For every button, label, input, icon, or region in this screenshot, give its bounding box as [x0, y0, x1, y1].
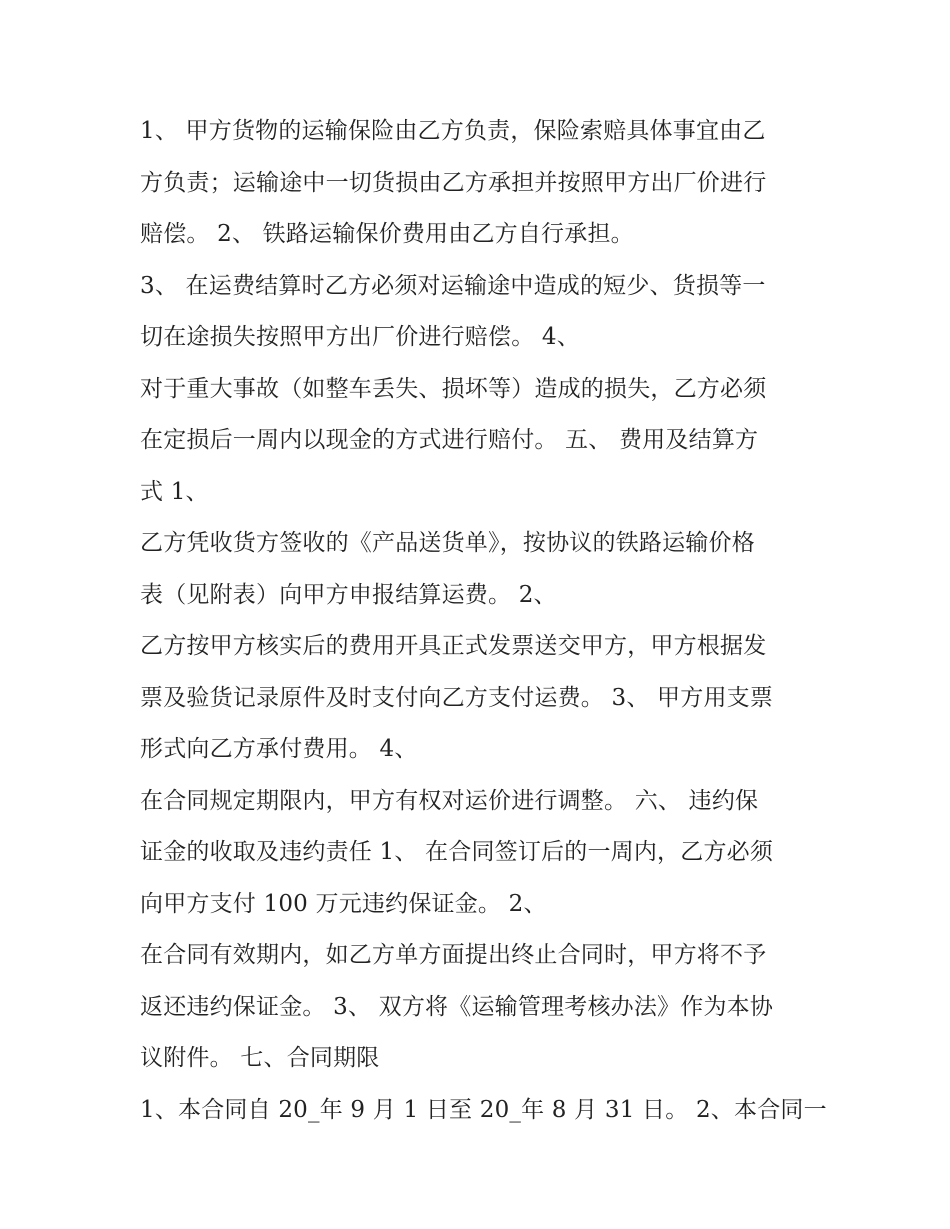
text-line: 赔偿。 2、 铁路运输保价费用由乙方自行承担。 [140, 221, 634, 247]
text-line: 乙方凭收货方签收的《产品送货单》，按协议的铁路运输价格 [140, 530, 755, 556]
text-line: 方负责；运输途中一切货损由乙方承担并按照甲方出厂价进行 [140, 169, 767, 196]
text-line: 切在途损失按照甲方出厂价进行赔偿。 4、 [140, 324, 580, 350]
text-line: 票及验货记录原件及时支付向乙方支付运费。 3、 甲方用支票 [140, 684, 774, 711]
text-line: 1、本合同自 20_年 9 月 1 日至 20_年 8 月 31 日。 2、本合同一 [140, 1096, 827, 1123]
text-line: 返还违约保证金。 3、 双方将《运输管理考核办法》作为本协 [140, 993, 774, 1020]
text-line: 式 1、 [140, 478, 209, 505]
text-line: 1、 甲方货物的运输保险由乙方负责，保险索赔具体事宜由乙 [140, 118, 766, 144]
text-line: 表（见附表）向甲方申报结算运费。 2、 [140, 581, 557, 608]
text-line: 3、 在运费结算时乙方必须对运输途中造成的短少、货损等一 [140, 272, 766, 299]
text-line: 乙方按甲方核实后的费用开具正式发票送交甲方，甲方根据发 [140, 633, 767, 659]
text-line: 议附件。 七、合同期限 [140, 1045, 380, 1071]
text-line: 在合同有效期内，如乙方单方面提出终止合同时，甲方将不予 [140, 942, 767, 968]
text-line: 证金的收取及违约责任 1、 在合同签订后的一周内，乙方必须 [140, 839, 774, 865]
text-line: 在定损后一周内以现金的方式进行赔付。 五、 费用及结算方 [140, 427, 759, 453]
text-line: 向甲方支付 100 万元违约保证金。 2、 [140, 890, 547, 917]
text-line: 对于重大事故（如整车丢失、损坏等）造成的损失，乙方必须 [140, 375, 767, 402]
text-line: 形式向乙方承付费用。 4、 [140, 736, 418, 762]
text-line: 在合同规定期限内，甲方有权对运价进行调整。 六、 违约保 [140, 787, 759, 814]
document-body [140, 106, 827, 1136]
